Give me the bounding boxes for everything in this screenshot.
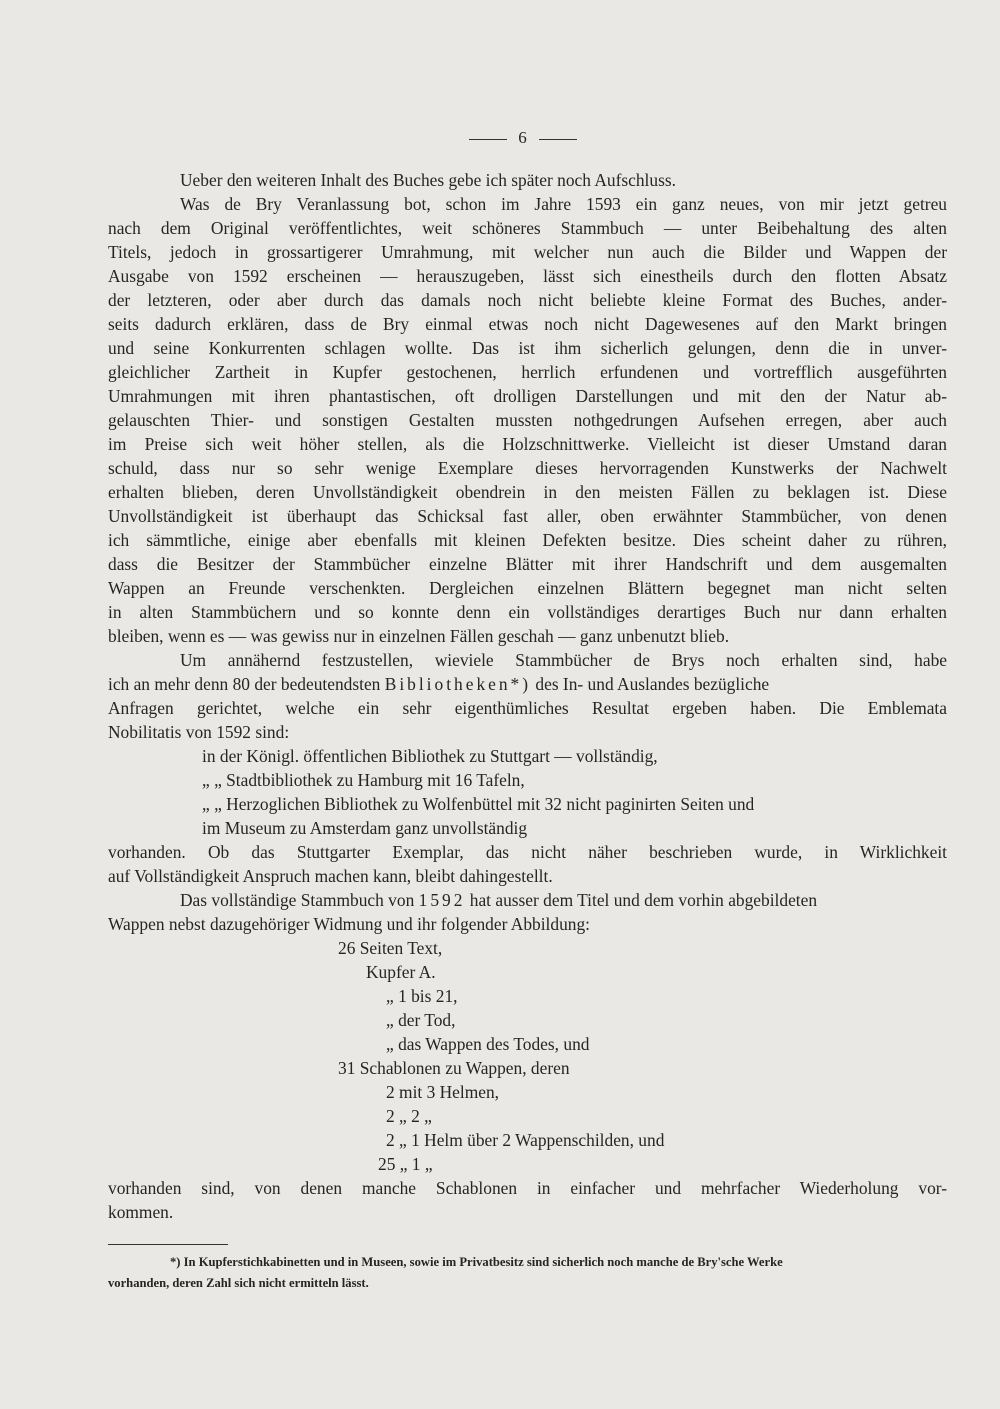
text-line: auf Vollständigkeit Anspruch machen kann, bleibt dahingestellt. [108,866,553,886]
text-segment: hat ausser dem Titel und dem vorhin abgebildeten [469,890,818,910]
list-line: Kupfer A. [366,962,436,982]
text-line: Umrahmungen mit ihren phantastischen, oft drolligen Darstellungen und mit den der Natur ab- [108,386,947,406]
text-line: seits dadurch erklären, dass de Bry einmal etwas noch nicht Dagewesenes auf den Markt bringen [108,314,947,334]
list-line: 26 Seiten Text, [338,938,443,958]
text-line [108,672,947,696]
list-line: 25 „ 1 „ [378,1154,433,1174]
list-line: 2 mit 3 Helmen, [386,1082,500,1102]
text-line: ich sämmtliche, einige aber ebenfalls mit kleinen Defekten besitze. Dies scheint daher zu rühren, [108,530,947,550]
text-line: erhalten blieben, deren Unvollständigkeit obendrein in den meisten Fällen zu beklagen ist. Diese [108,482,947,502]
list-line: 31 Schablonen zu Wappen, deren [338,1058,570,1078]
list-line: „ „ Stadtbibliothek zu Hamburg mit 16 Tafeln, [202,770,525,790]
text-line: Titels, jedoch in grossartigerer Umrahmung, mit welcher nun auch die Bilder und Wappen der [108,242,947,262]
page-number: 6 [518,128,528,147]
text-line: nach dem Original veröffentlichtes, weit schöneres Stammbuch — unter Beibehaltung des alten [108,218,947,238]
text-segment: Das vollständige Stammbuch von [180,890,415,910]
list-line: „ „ Herzoglichen Bibliothek zu Wolfenbüttel mit 32 nicht paginirten Seiten und [202,794,755,814]
text-line: vorhanden. Ob das Stuttgarter Exemplar, das nicht näher beschrieben wurde, in Wirklichkeit [108,842,947,862]
text-line: schuld, dass nur so sehr wenige Exemplare dieses hervorragenden Kunstwerks der Nachwelt [108,458,947,478]
list-line: in der Königl. öffentlichen Bibliothek zu Stuttgart — vollständig, [202,746,658,766]
text-line: Wappen an Freunde verschenkten. Dergleichen einzelnen Blättern begegnet man nicht selten [108,578,947,598]
text-segment: ich an mehr denn 80 der bedeutendsten [108,674,381,694]
list-line: 2 „ 2 „ [386,1106,432,1126]
spaced-year: 1592 [418,890,466,910]
list-line: im Museum zu Amsterdam ganz unvollständig [202,818,528,838]
text-line: gelauschten Thier- und sonstigen Gestalten mussten nothgedrungen Aufsehen erregen, aber auch [108,410,947,430]
page-number-header [0,128,1000,148]
text-line: Ausgabe von 1592 erscheinen — herauszugeben, lässt sich einestheils durch den flotten Absatz [108,266,947,286]
list-line: „ der Tod, [386,1010,456,1030]
list-line: „ das Wappen des Todes, und [386,1034,590,1054]
footnote-divider [108,1244,228,1245]
text-line: im Preise sich weit höher stellen, als die Holzschnittwerke. Vielleicht ist dieser Umstand daran [108,434,947,454]
text-line: dass die Besitzer der Stammbücher einzelne Blätter mit ihrer Handschrift und dem ausgemalten [108,554,947,574]
spaced-word: Bibliotheken*) [384,674,532,694]
text-line: und seine Konkurrenten schlagen wollte. Das ist ihm sicherlich gelungen, denn die in unver- [108,338,947,358]
list-line: 2 „ 1 Helm über 2 Wappenschilden, und [386,1130,665,1150]
text-line [180,888,947,912]
text-line: Wappen nebst dazugehöriger Widmung und ihr folgender Abbildung: [108,914,590,934]
text-line: vorhanden sind, von denen manche Schablonen in einfacher und mehrfacher Wiederholung vor- [108,1178,947,1198]
text-segment: des In- und Auslandes bezügliche [535,674,770,694]
text-line: Nobilitatis von 1592 sind: [108,722,290,742]
text-line: bleiben, wenn es — was gewiss nur in einzelnen Fällen geschah — ganz unbenutzt blieb. [108,626,730,646]
text-line: gleichlicher Zartheit in Kupfer gestochenen, herrlich erfundenen und vortrefflich ausgeführten [108,362,947,382]
text-line: Unvollständigkeit ist überhaupt das Schicksal fast aller, oben erwähnter Stammbücher, von denen [108,506,947,526]
text-line: Um annähernd festzustellen, wieviele Stammbücher de Brys noch erhalten sind, habe [180,650,947,670]
text-line: Anfragen gerichtet, welche ein sehr eigenthümliches Resultat ergeben haben. Die Emblemata [108,698,947,718]
page-number-rule-left [469,139,507,140]
text-line: kommen. [108,1202,174,1222]
text-line: Was de Bry Veranlassung bot, schon im Jahre 1593 ein ganz neues, von mir jetzt getreu [180,194,947,214]
footnote-line: *) In Kupferstichkabinetten und in Museen, sowie im Privatbesitz sind sicherlich noch manche de Bry'sche Werke [170,1255,783,1269]
list-line: „ 1 bis 21, [386,986,458,1006]
text-line: Ueber den weiteren Inhalt des Buches gebe ich später noch Aufschluss. [180,170,676,190]
text-line: der letzteren, oder aber durch das damals noch nicht beliebte kleine Format des Buches, ander- [108,290,947,310]
footnote-line: vorhanden, deren Zahl sich nicht ermitteln lässt. [108,1276,369,1290]
text-line: in alten Stammbüchern und so konnte denn ein vollständiges derartiges Buch nur dann erhalten [108,602,947,622]
page-number-rule-right [539,139,577,140]
